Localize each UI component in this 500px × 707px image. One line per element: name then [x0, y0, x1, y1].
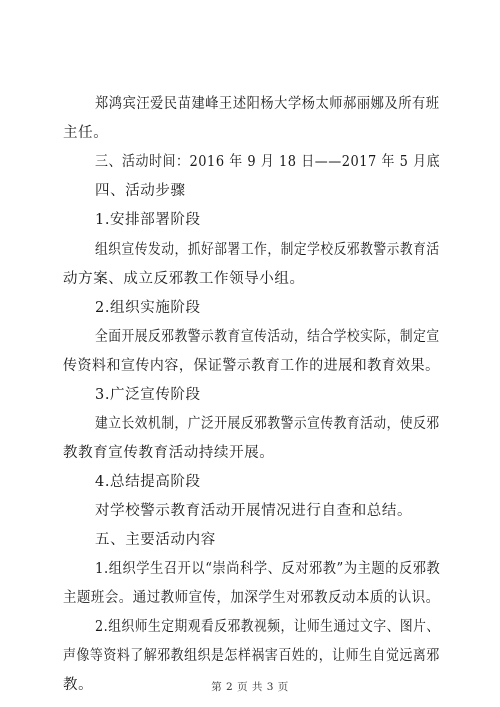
subsection-heading: 2.组织实施阶段 — [95, 300, 201, 316]
section-heading: 三、活动时间：2016 年 9 月 18 日——2017 年 5 月底 — [95, 154, 441, 170]
text-line: 教教育宣传教育活动持续开展。 — [63, 445, 275, 461]
text-line: 建立长效机制，广泛开展反邪教警示宣传教育活动，使反邪 — [95, 416, 440, 432]
section-heading: 四、活动步骤 — [95, 183, 186, 199]
subsection-heading: 3.广泛宣传阶段 — [95, 387, 201, 403]
text-line: 主题班会。通过教师宣传，加深学生对邪教反动本质的认识。 — [63, 590, 440, 606]
text-line: 组织宣传发动，抓好部署工作，制定学校反邪教警示教育活 — [95, 242, 440, 258]
page-footer: 第 2 页 共 3 页 — [211, 681, 289, 693]
text-line: 2.组织师生定期观看反邪教视频，让师生通过文字、图片、 — [95, 619, 440, 635]
text-line: 教。 — [63, 677, 94, 693]
text-line: 声像等资料了解邪教组织是怎样祸害百姓的，让师生自觉远离邪 — [63, 648, 440, 664]
text-line: 郑鸿宾汪爱民苗建峰王述阳杨大学杨太师郝丽娜及所有班 — [95, 96, 440, 112]
text-line: 对学校警示教育活动开展情况进行自查和总结。 — [95, 503, 413, 519]
subsection-heading: 4.总结提高阶段 — [95, 474, 201, 490]
text-line: 动方案、成立反邪教工作领导小组。 — [63, 271, 305, 287]
text-line: 全面开展反邪教警示教育宣传活动，结合学校实际，制定宣 — [95, 329, 440, 345]
text-line: 传资料和宣传内容，保证警示教育工作的进展和教育效果。 — [63, 358, 440, 374]
subsection-heading: 1.安排部署阶段 — [95, 212, 201, 228]
text-line: 1.组织学生召开以“崇尚科学、反对邪教”为主题的反邪教 — [95, 561, 441, 577]
section-heading: 五、主要活动内容 — [95, 532, 216, 548]
text-line: 主任。 — [63, 125, 109, 141]
